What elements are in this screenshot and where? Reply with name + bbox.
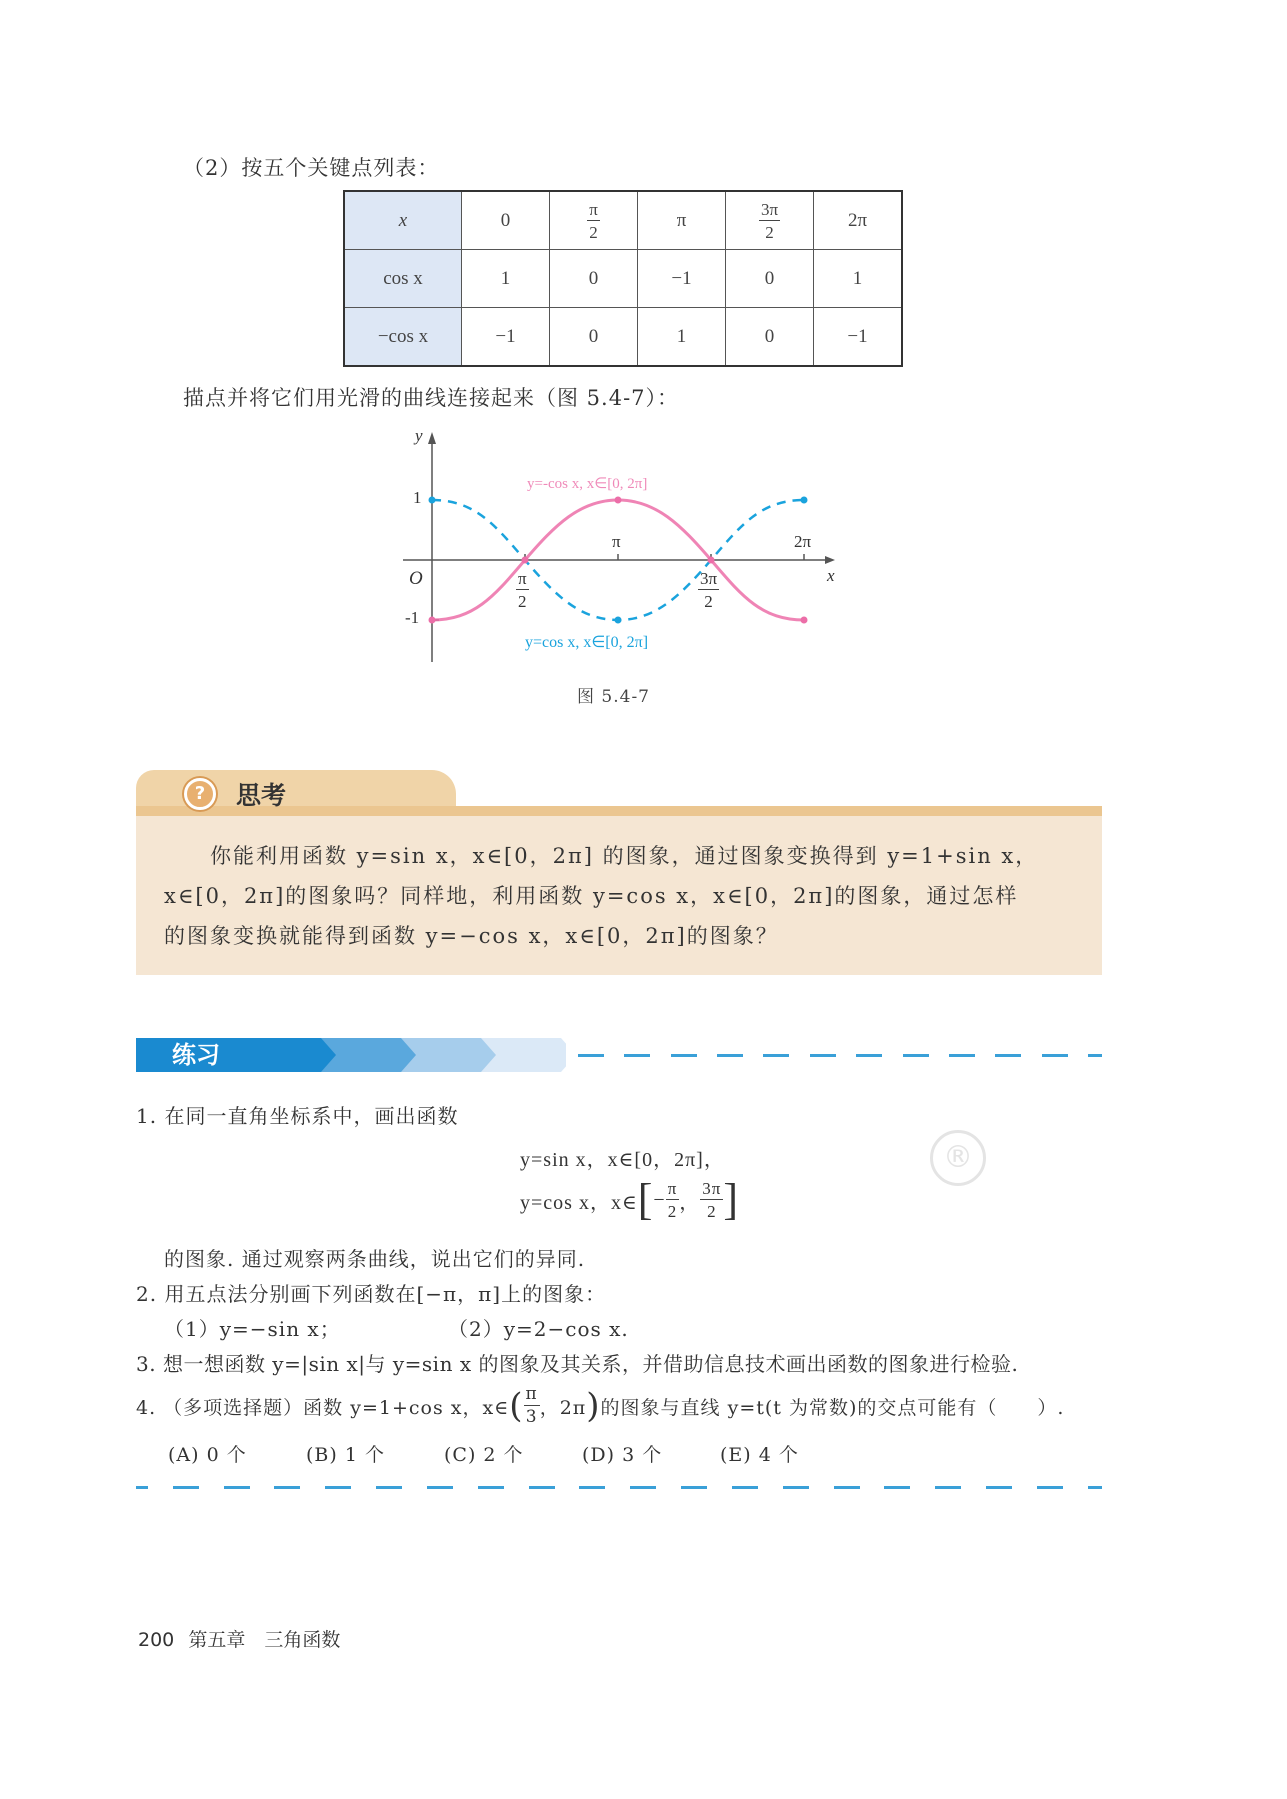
question-3: 3. 想一想函数 y=|sin x|与 y=sin x 的图象及其关系，并借助信息技术画出函数的图象进行检验. (136, 1352, 1019, 1376)
registered-watermark-icon: ® (930, 1130, 986, 1186)
question-4-stem: 4. （多项选择题）函数 y=1+cos x，x∈ ( $\frac{\pi}{3}$ ，2π ) 的图象与直线 y=t(t 为常数)的交点可能有（ ）. (136, 1384, 1065, 1427)
table-cell: 0 (550, 308, 638, 367)
key-points-table (343, 190, 903, 367)
table-header-cell: cos x (344, 250, 462, 308)
table-row (344, 191, 902, 250)
question-1-function-1: y=sin x，x∈[0，2π]， (520, 1149, 725, 1171)
question-icon: ? (184, 778, 216, 810)
question-1-stem: 1. 在同一直角坐标系中，画出函数 (136, 1104, 459, 1128)
y-tick-1: 1 (413, 488, 422, 507)
option-e: (E) 4 个 (720, 1444, 799, 1466)
y-tick-neg1: -1 (405, 608, 420, 627)
page-footer (138, 1625, 340, 1652)
table-cell: 1 (462, 250, 550, 308)
table-cell: 0 (726, 250, 814, 308)
chapter-title: 第五章 三角函数 (188, 1629, 341, 1651)
y-axis-label: y (415, 426, 423, 445)
plot-instruction: 描点并将它们用光滑的曲线连接起来（图 5.4-7）： (183, 386, 680, 410)
x-tick-half-pi: $\frac{\pi}{2}$ (518, 569, 527, 611)
table-cell: −1 (462, 308, 550, 367)
cosine-figure (395, 426, 855, 670)
table-cell: $\frac{\pi}{2}$ (550, 191, 638, 250)
y-axis-arrow-icon (428, 432, 436, 444)
question-1-end: 的图象. 通过观察两条曲线，说出它们的异同. (164, 1247, 586, 1271)
x-tick-three-half-pi: $\frac{3\pi}{2}$ (700, 569, 718, 611)
x-axis-arrow-icon (825, 556, 835, 564)
origin-label: O (409, 568, 423, 589)
x-axis-label: x (827, 566, 835, 585)
table-row (344, 308, 902, 367)
table-header-cell: x (344, 191, 462, 250)
table-cell: 0 (462, 191, 550, 250)
option-c: (C) 2 个 (444, 1444, 524, 1466)
question-2-part-b: （2）y=2−cos x. (448, 1317, 629, 1341)
option-d: (D) 3 个 (582, 1444, 663, 1466)
practice-title: 练习 (172, 1041, 220, 1069)
table-cell: 2π (814, 191, 903, 250)
step2-heading: （2）按五个关键点列表： (183, 156, 440, 180)
table-cell: 0 (726, 308, 814, 367)
table-cell: $\frac{3\pi}{2}$ (726, 191, 814, 250)
think-line: x∈[0，2π]的图象吗？同样地，利用函数 y=cos x，x∈[0，2π]的图象，通过怎样 (164, 884, 1019, 908)
divider-dashes (578, 1054, 1102, 1057)
bottom-divider-dashes (136, 1486, 1102, 1489)
page-number: 200 (138, 1629, 175, 1651)
table-row (344, 250, 902, 308)
question-2-part-a: （1）y=−sin x； (164, 1317, 341, 1341)
table-cell: −1 (638, 250, 726, 308)
think-box (136, 770, 1102, 975)
table-cell: 1 (814, 250, 903, 308)
table-cell: −1 (814, 308, 903, 367)
table-header-cell: −cos x (344, 308, 462, 367)
think-line: 的图象变换就能得到函数 y=−cos x，x∈[0，2π]的图象？ (164, 924, 779, 948)
x-tick-pi: π (612, 532, 621, 551)
option-b: (B) 1 个 (306, 1444, 385, 1466)
table-cell: 1 (638, 308, 726, 367)
x-tick-2pi: 2π (794, 532, 812, 551)
neg-cos-legend: y=-cos x, x∈[0, 2π] (527, 476, 648, 492)
figure-caption: 图 5.4-7 (577, 687, 650, 707)
question-1-function-2: y=cos x，x∈ [ − $\frac{\pi}{2}$ ， $\frac{3\pi}{2}$ ] (520, 1175, 740, 1224)
question-2-stem: 2. 用五点法分别画下列函数在[−π，π]上的图象： (136, 1282, 607, 1306)
table-cell: π (638, 191, 726, 250)
cos-legend: y=cos x, x∈[0, 2π] (525, 634, 649, 651)
think-line: 你能利用函数 y=sin x，x∈[0，2π] 的图象，通过图象变换得到 y=1+sin x， (210, 844, 1039, 868)
option-a: (A) 0 个 (168, 1444, 247, 1466)
think-title: 思考 (236, 781, 287, 810)
table-cell: 0 (550, 250, 638, 308)
